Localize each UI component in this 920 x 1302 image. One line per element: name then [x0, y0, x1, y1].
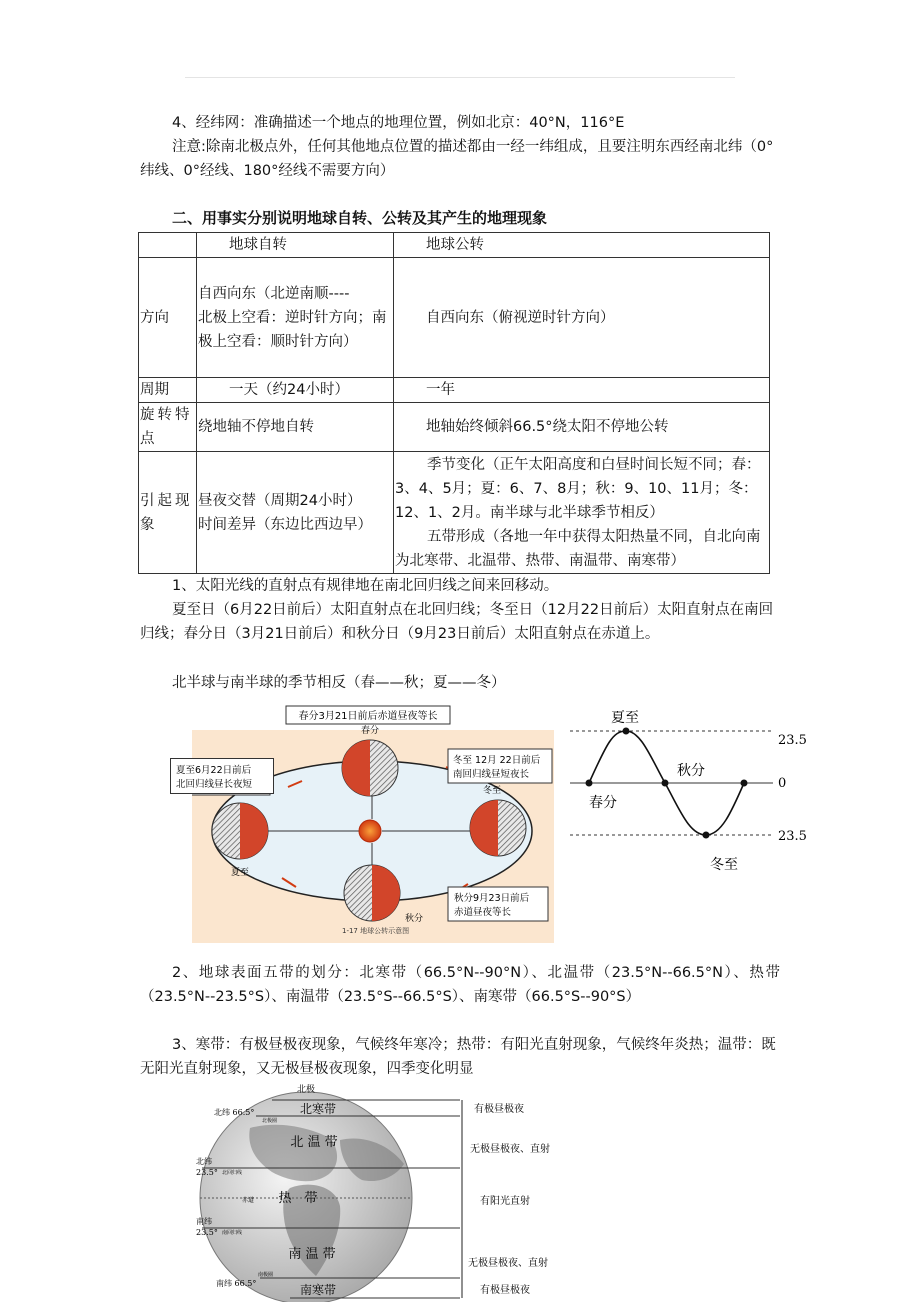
table-row — [139, 378, 770, 403]
autumn-box-line: 秋分9月23日前后 — [454, 893, 530, 904]
paragraph-4: 2、地球表面五带的划分：北寒带（66.5°N--90°N）、北温带（23.5°N--66.5°N）、热带（23.5°N--23.5°S）、南温带（23.5°S--66.5°S）、南寒带（66.5°S--90°S） — [140, 965, 780, 1005]
header-rule — [185, 77, 735, 78]
figure-caption: 1-17 地球公转示意图 — [342, 927, 410, 935]
autumn-globe — [344, 865, 400, 921]
tropic-n-label: 北回归线 — [222, 1170, 243, 1176]
n665-label: 北纬 66.5° — [214, 1108, 255, 1117]
five-zones-diagram — [190, 1080, 590, 1302]
cell-line: 时间差异（东边比西边早） — [198, 516, 372, 533]
summer-box-line: 北回归线昼长夜短 — [176, 779, 253, 790]
cell-line: 昼夜交替（周期24小时） — [198, 492, 362, 509]
autumn-box — [448, 887, 548, 921]
row-label: 旋转特点 — [139, 403, 197, 452]
tropic-s-label: 南回归线 — [222, 1230, 243, 1236]
revolution-cell: 地轴始终倾斜66.5°绕太阳不停地公转 — [394, 403, 770, 452]
tick-label: 23.5 — [778, 733, 807, 748]
n235-label: 23.5° — [196, 1168, 218, 1177]
rotation-revolution-table — [138, 232, 770, 574]
paragraph-1: 1、太阳光线的直射点有规律地在南北回归线之间来回移动。 — [172, 578, 559, 594]
s665-label: 南纬 66.5° — [216, 1279, 257, 1288]
rotation-cell — [197, 258, 394, 378]
revolution-cell: 自西向东（俯视逆时针方向） — [394, 258, 770, 378]
tick-label: 0 — [778, 776, 787, 791]
rotation-cell — [197, 452, 394, 574]
cell-line: 自西向东（北逆南顺---- — [198, 285, 350, 302]
arctic-circle-label: 北极圈 — [262, 1118, 278, 1124]
winter-box-line: 南回归线昼短夜长 — [453, 769, 530, 780]
zone-note: 无极昼极夜、直射 — [470, 1144, 550, 1155]
antarctic-circle-label: 南极圈 — [258, 1272, 274, 1278]
zone-label: 北 温 带 — [290, 1135, 338, 1150]
autumn-equinox-label: 秋分 — [677, 763, 705, 779]
table-header-revolution: 地球公转 — [394, 233, 770, 258]
spring-label: 春分 — [360, 726, 380, 736]
spring-globe — [342, 740, 398, 796]
paragraph-3: 北半球与南半球的季节相反（春——秋；夏——冬） — [172, 675, 506, 691]
equator-label: 赤道 — [242, 1197, 255, 1204]
rotation-cell: 绕地轴不停地自转 — [197, 403, 394, 452]
north-pole-label: 北极 — [296, 1085, 316, 1095]
winter-globe — [470, 800, 526, 856]
autumn-box-line: 赤道昼夜等长 — [454, 907, 512, 918]
n235-label: 北纬 — [196, 1157, 212, 1166]
revolution-cell: 一年 — [394, 378, 770, 403]
cell-line: 五带形成（各地一年中获得太阳热量不同，自北向南为北寒带、北温带、热带、南温带、南寒带） — [395, 528, 761, 569]
table-header-empty — [139, 233, 197, 258]
table-header-rotation: 地球自转 — [197, 233, 394, 258]
winter-box — [448, 749, 552, 783]
table-header-row — [139, 233, 770, 258]
s235-label: 23.5° — [196, 1228, 218, 1237]
zone-note: 无极昼极夜、直射 — [468, 1258, 548, 1269]
lat-long-paragraph: 4、经纬网：准确描述一个地点的地理位置，例如北京：40°N，116°E — [172, 115, 625, 131]
summer-box-line: 夏至6月22日前后 — [176, 765, 252, 776]
winter-solstice-label: 冬至 — [710, 857, 738, 873]
paragraph-2: 夏至日（6月22日前后）太阳直射点在北回归线；冬至日（12月22日前后）太阳直射点在南回归线；春分日（3月21日前后）和秋分日（9月23日前后）太阳直射点在赤道上。 — [140, 602, 774, 642]
summer-solstice-label: 夏至 — [611, 710, 639, 726]
note-paragraph: 注意:除南北极点外，任何其他地点位置的描述都由一经一纬组成，且要注明东西经南北纬（0°纬线、0°经线、180°经线不需要方向） — [140, 139, 774, 179]
table-row — [139, 258, 770, 378]
winter-label: 冬至 — [482, 786, 502, 796]
zone-label: 热 带 — [278, 1191, 318, 1206]
summer-box — [170, 758, 274, 794]
winter-box-line: 冬至 12月 22日前后 — [453, 755, 541, 766]
rotation-cell: 一天（约24小时） — [197, 378, 394, 403]
zone-note: 有阳光直射 — [480, 1196, 530, 1207]
zone-label: 南 温 带 — [288, 1247, 336, 1262]
zone-note: 有极昼极夜 — [474, 1104, 524, 1115]
paragraph-5: 3、寒带：有极昼极夜现象，气候终年寒冷；热带：有阳光直射现象，气候终年炎热；温带：既无阳光直射现象，又无极昼极夜现象，四季变化明显 — [140, 1037, 776, 1077]
s235-label: 南纬 — [196, 1217, 212, 1226]
autumn-label: 秋分 — [404, 914, 424, 924]
section-heading: 二、用事实分别说明地球自转、公转及其产生的地理现象 — [172, 209, 548, 227]
zone-label: 北寒带 — [299, 1102, 337, 1116]
summer-label: 夏至 — [230, 868, 250, 878]
row-label: 方向 — [139, 258, 197, 378]
zone-note: 有极昼极夜 — [480, 1285, 530, 1296]
spring-top-label: 春分3月21日前后赤道昼夜等长 — [298, 711, 438, 722]
zone-label: 南寒带 — [299, 1283, 337, 1297]
row-label: 引起现象 — [139, 452, 197, 574]
row-label: 周期 — [139, 378, 197, 403]
tick-label: 23.5 — [778, 829, 807, 844]
subsolar-point-curve — [565, 703, 815, 878]
table-row — [139, 452, 770, 574]
earth-revolution-diagram — [192, 703, 554, 943]
summer-globe — [212, 803, 268, 859]
table-row — [139, 403, 770, 452]
spring-equinox-label: 春分 — [589, 795, 617, 811]
cell-line: 北极上空看：逆时针方向；南极上空看：顺时针方向） — [198, 309, 387, 350]
revolution-cell — [394, 452, 770, 574]
cell-line: 季节变化（正午太阳高度和白昼时间长短不同；春：3、4、5月；夏：6、7、8月；秋：9、10、11月；冬：12、1、2月。南半球与北半球季节相反） — [395, 456, 761, 521]
